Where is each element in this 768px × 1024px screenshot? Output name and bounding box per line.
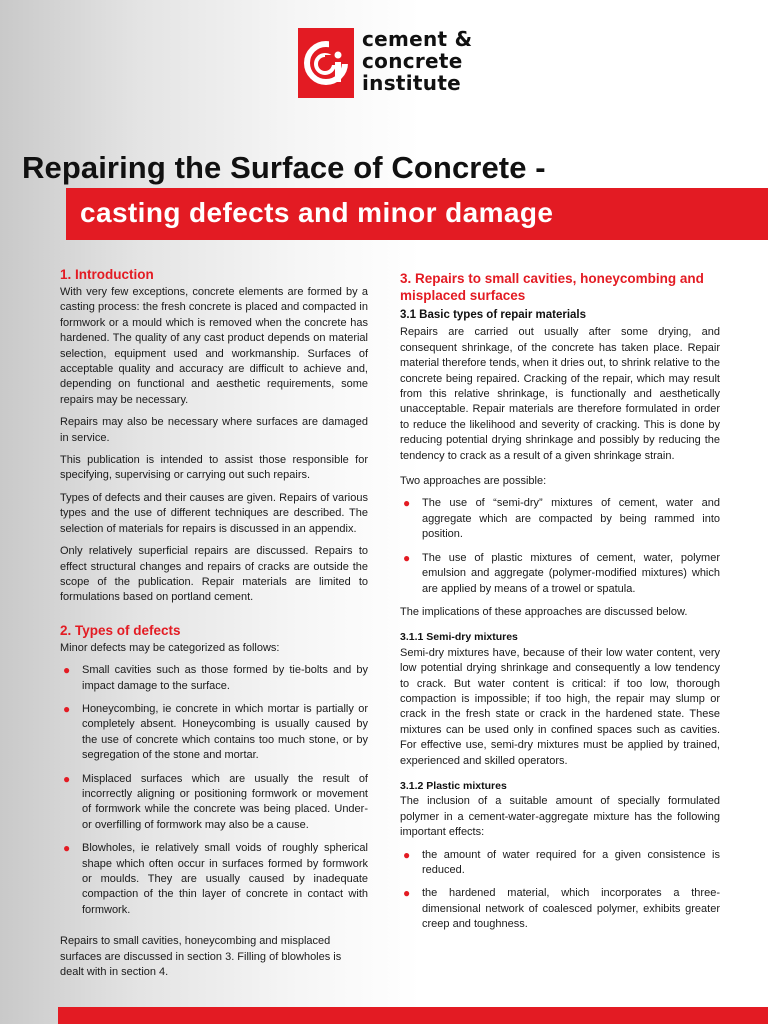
list-item [60,841,368,918]
list-item [400,848,720,879]
list-item [60,702,368,764]
paragraph: Repairs may also be necessary where surfaces are damaged in service. [60,416,368,444]
list-item-text: Honeycombing, ie concrete in which mortar is partially or completely absent. Honeycombing is usually caused by the use of concrete which contains too much stone, or by segregation of the stone and mortar. [82,702,368,762]
list-item-text: the amount of water required for a given consistence is reduced. [422,848,720,876]
list-item-text: The use of “semi-dry” mixtures of cement, water and aggregate which are compacted by being rammed into position. [422,497,720,541]
paragraph: Repairs to small cavities, honeycombing and misplaced surfaces are discussed in section 3. Filling of blowholes is dealt with in section 4. [60,935,342,979]
bullet-icon: ● [63,663,71,678]
cci-logo [298,28,488,100]
list-item [60,663,368,694]
section-heading-introduction: 1. Introduction [60,267,154,282]
left-column [60,266,368,987]
right-column [400,270,720,941]
paragraph: The implications of these approaches are discussed below. [400,605,688,618]
section-heading-repairs: 3. Repairs to small cavities, honeycombing and misplaced surfaces [400,271,704,303]
page-subtitle: casting defects and minor damage [80,197,554,228]
list-item-text: Misplaced surfaces which are usually the result of incorrectly aligning or positioning formwork or movement of formwork while the concrete was being placed. Under- or overfilling of formwork may also be a cause. [82,772,368,831]
list-item [400,886,720,932]
paragraph: Types of defects and their causes are given. Repairs of various types and the use of different techniques are described. The selection of materials for repairs is discussed in an appendix. [60,491,368,535]
paragraph: Two approaches are possible: [400,475,547,488]
logo-line-1: cement & [362,27,473,51]
bullet-icon: ● [63,701,71,716]
paragraph: Only relatively superficial repairs are discussed. Repairs to effect structural changes and repairs of cracks are outside the scope of the publication. Repair materials are limited to formulations based on portland cement. [60,545,368,604]
bullet-icon: ● [403,847,411,862]
list-item-text: Blowholes, ie relatively small voids of roughly spherical shape which often occur in surfaces formed by formwork or moulds. They are usually caused by inadequate compaction of the thin layer of concrete in contact with formwork. [82,842,368,916]
paragraph: Minor defects may be categorized as follows: [60,641,280,654]
bullet-icon: ● [63,771,71,786]
list-item [400,551,720,597]
list-item [60,772,368,834]
logo-wordmark [362,28,472,94]
subsection-heading-3-1-1: 3.1.1 Semi-dry mixtures [400,631,518,644]
footer-bar [58,1007,768,1024]
subsection-heading-3-1-2: 3.1.2 Plastic mixtures [400,779,507,792]
paragraph: Repairs are carried out usually after some drying, and consequent shrinkage, of the concrete has taken place. Repair material therefore tends, when it dries out, to shrink relative to the concrete being repaired. Cracking of the repair, which may result from this relative shrinkage, is functionally and aesthetically unacceptable. Repair materials are therefore formulated in order to reduce the likelihood and severity of cracking. This is done by reducing potential drying shrinkage and possibly by reducing the tendency to crack as a result of a given shrinkage strain. [400,326,720,462]
logo-line-2: concrete [362,49,463,73]
list-item-text: the hardened material, which incorporates a three-dimensional network of coalesced polymer, exhibits greater creep and toughness. [422,887,720,931]
approaches-list [400,496,720,596]
effects-list [400,848,720,933]
bullet-icon: ● [403,886,411,901]
paragraph: With very few exceptions, concrete elements are formed by a casting process: the fresh concrete is placed and compacted in formwork or a mould which is removed when the concrete has hardened. The quality of any cast product depends on material selection, equipment used and workmanship. Surfaces of acceptable quality and accuracy are difficult to achieve and, depending on functional and aesthetic requirements, some repairs may be necessary. [60,286,368,406]
list-item [400,496,720,542]
paragraph: This publication is intended to assist those responsible for specifying, supervising or carrying out such repairs. [60,454,368,482]
subtitle-band [66,188,768,240]
subsection-heading-3-1: 3.1 Basic types of repair materials [400,309,587,321]
logo-line-3: institute [362,71,462,95]
list-item-text: The use of plastic mixtures of cement, water, polymer emulsion and aggregate (polymer-modified mixtures) which are applied by means of a trowel or spatula. [422,551,720,595]
defects-list [60,663,368,918]
paragraph: The inclusion of a suitable amount of specially formulated polymer in a cement-water-aggregate mixture has the following important effects: [400,795,720,839]
bullet-icon: ● [403,496,411,511]
bullet-icon: ● [63,841,71,856]
cci-logo-mark-icon [298,28,354,98]
bullet-icon: ● [403,550,411,565]
section-heading-types-of-defects: 2. Types of defects [60,622,181,638]
page-title: Repairing the Surface of Concrete - [22,150,546,185]
paragraph: Semi-dry mixtures have, because of their low water content, very low potential drying shrinkage and consequently a low tendency to crack. But water content is critical: if too low, thorough compaction is impossible; if too high, the repair may slump or crack in the fresh state or crack in the hardened state. These mixtures can be used only in confined spaces such as cavities. For effective use, semi-dry mixtures must be applied by trained, experienced and skilled operators. [400,646,720,767]
list-item-text: Small cavities such as those formed by tie-bolts and by impact damage to the surface. [82,664,368,692]
